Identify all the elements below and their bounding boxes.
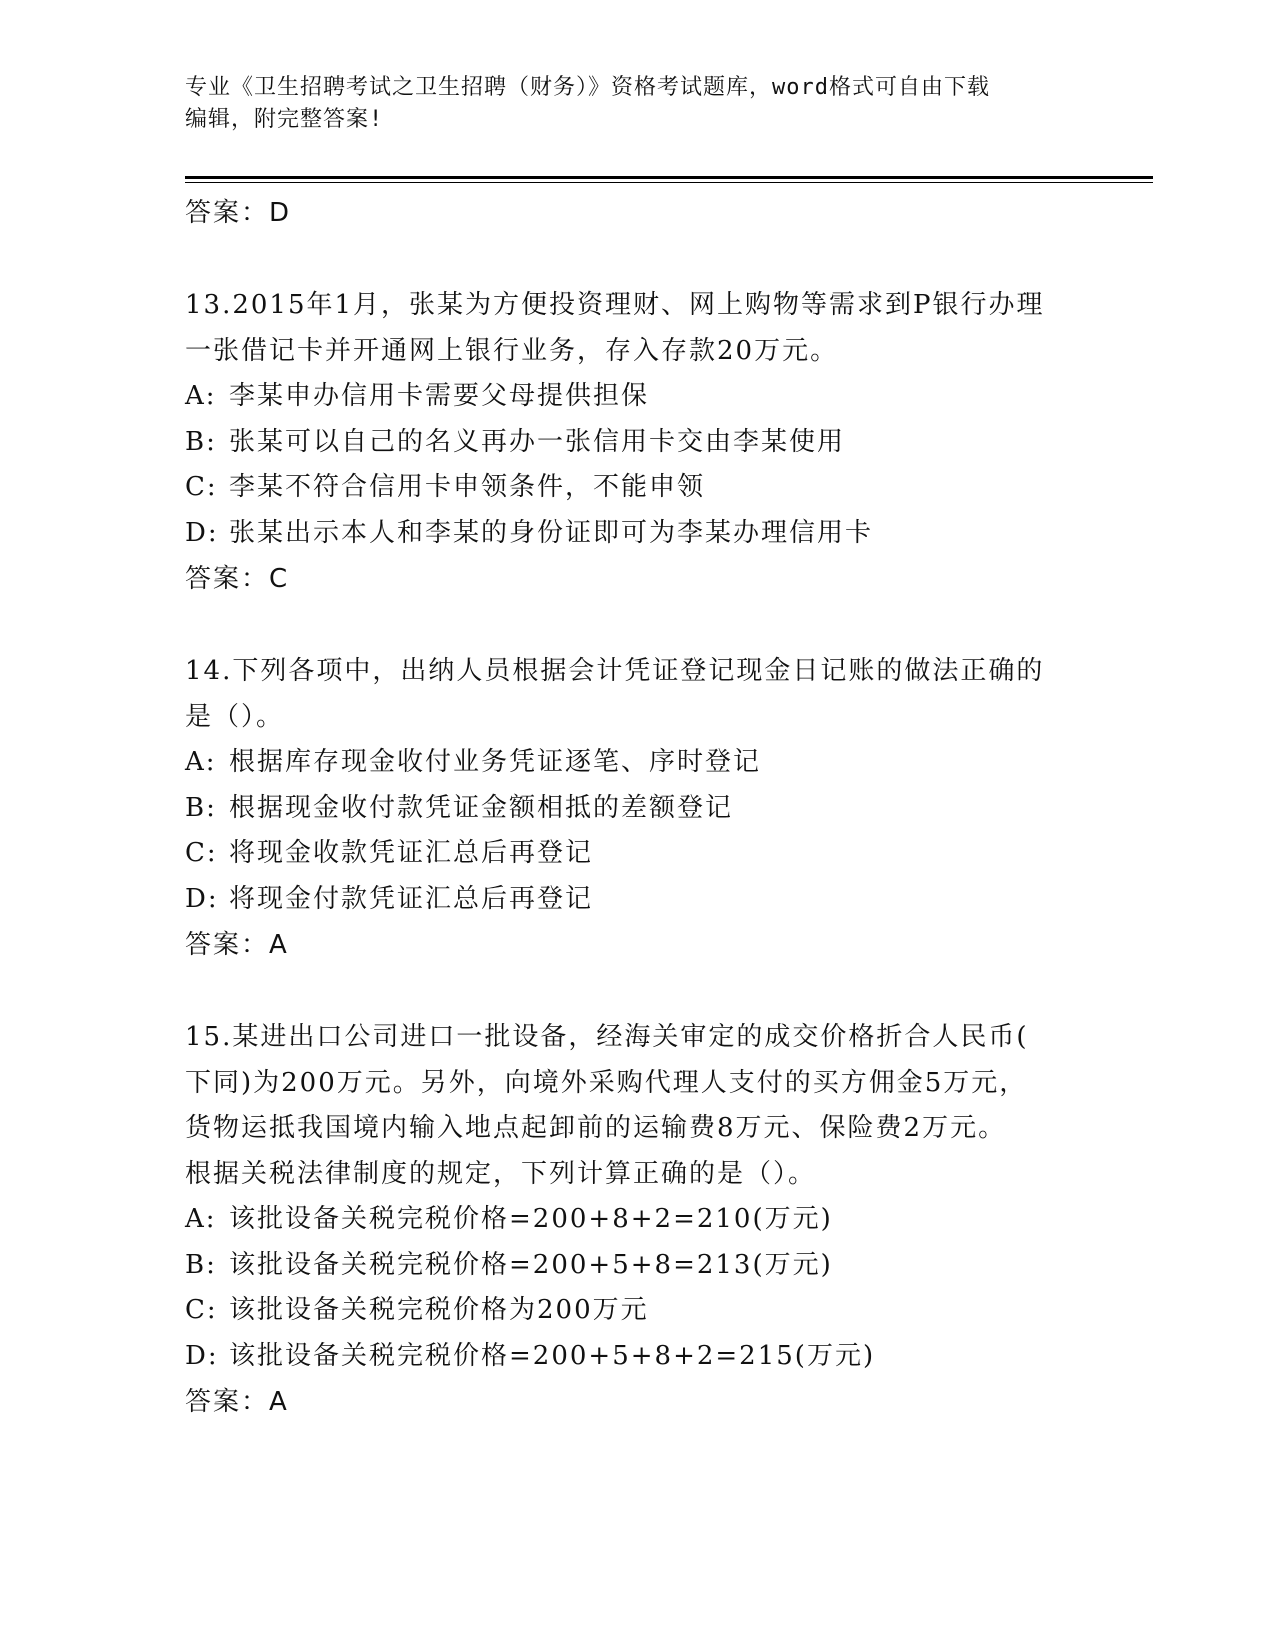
question-stem-line: 根据关税法律制度的规定，下列计算正确的是（）。	[185, 1158, 817, 1189]
question-15	[185, 1015, 1085, 1425]
option-a	[185, 374, 1085, 420]
option-c	[185, 1288, 1085, 1334]
option-a	[185, 740, 1085, 786]
option-c	[185, 465, 1085, 511]
option-text: 该批设备关税完税价格=200+8+2=210(万元)	[229, 1204, 833, 1234]
option-text: 李某申办信用卡需要父母提供担保	[229, 381, 650, 411]
question-stem-line: 13.2015年1月，张某为方便投资理财、网上购物等需求到P银行办理	[185, 290, 1045, 320]
option-b	[185, 786, 1085, 832]
question-13	[185, 283, 1085, 602]
answer-15: 答案：A	[185, 1387, 289, 1417]
option-c	[185, 831, 1085, 877]
option-key: C:	[185, 838, 218, 868]
option-key: A:	[185, 381, 217, 411]
option-text: 将现金付款凭证汇总后再登记	[229, 883, 594, 914]
option-key: B:	[185, 426, 217, 457]
answer-14: 答案：A	[185, 930, 289, 960]
question-stem-line: 14.下列各项中，出纳人员根据会计凭证登记现金日记账的做法正确的	[185, 656, 1045, 686]
option-key: C:	[185, 472, 218, 502]
header-rule-thin	[185, 182, 1153, 183]
option-text: 将现金收款凭证汇总后再登记	[229, 838, 594, 868]
answer-previous: 答案：D	[185, 198, 292, 228]
option-key: D:	[185, 1340, 219, 1371]
option-text: 根据库存现金收付业务凭证逐笔、序时登记	[229, 747, 762, 777]
question-stem-line: 货物运抵我国境内输入地点起卸前的运输费8万元、保险费2万元。	[185, 1113, 1007, 1143]
option-key: A:	[185, 747, 217, 777]
option-text: 该批设备关税完税价格=200+5+8+2=215(万元)	[229, 1340, 876, 1371]
option-text: 张某出示本人和李某的身份证即可为李某办理信用卡	[229, 517, 874, 548]
question-stem-line: 下同)为200万元。另外，向境外采购代理人支付的买方佣金5万元，	[185, 1067, 1028, 1098]
header-line-1: 专业《卫生招聘考试之卫生招聘（财务）》资格考试题库，word格式可自由下载	[185, 75, 990, 100]
option-d	[185, 1334, 1085, 1380]
option-key: B:	[185, 792, 217, 823]
option-text: 张某可以自己的名义再办一张信用卡交由李某使用	[229, 426, 846, 457]
answer-13: 答案：C	[185, 564, 290, 594]
option-b	[185, 420, 1085, 466]
option-text: 根据现金收付款凭证金额相抵的差额登记	[229, 792, 734, 823]
question-stem-line: 是（）。	[185, 701, 285, 732]
option-key: D:	[185, 517, 219, 548]
question-stem-line: 一张借记卡并开通网上银行业务，存入存款20万元。	[185, 335, 839, 366]
question-stem-line: 15.某进出口公司进口一批设备，经海关审定的成交价格折合人民币(	[185, 1022, 1029, 1052]
header-rule-thick	[185, 176, 1153, 179]
option-key: C:	[185, 1295, 218, 1325]
option-text: 李某不符合信用卡申领条件，不能申领	[229, 472, 706, 502]
option-text: 该批设备关税完税价格为200万元	[229, 1295, 649, 1325]
option-b	[185, 1243, 1085, 1289]
question-list	[185, 190, 1085, 1425]
option-d	[185, 511, 1085, 557]
option-key: B:	[185, 1249, 217, 1280]
header-line-2: 编辑，附完整答案!	[185, 107, 384, 132]
option-key: A:	[185, 1204, 217, 1234]
option-text: 该批设备关税完税价格=200+5+8=213(万元)	[229, 1249, 833, 1280]
option-a	[185, 1197, 1085, 1243]
question-14	[185, 649, 1085, 968]
option-key: D:	[185, 883, 219, 914]
option-d	[185, 877, 1085, 923]
page-header	[185, 72, 1085, 136]
